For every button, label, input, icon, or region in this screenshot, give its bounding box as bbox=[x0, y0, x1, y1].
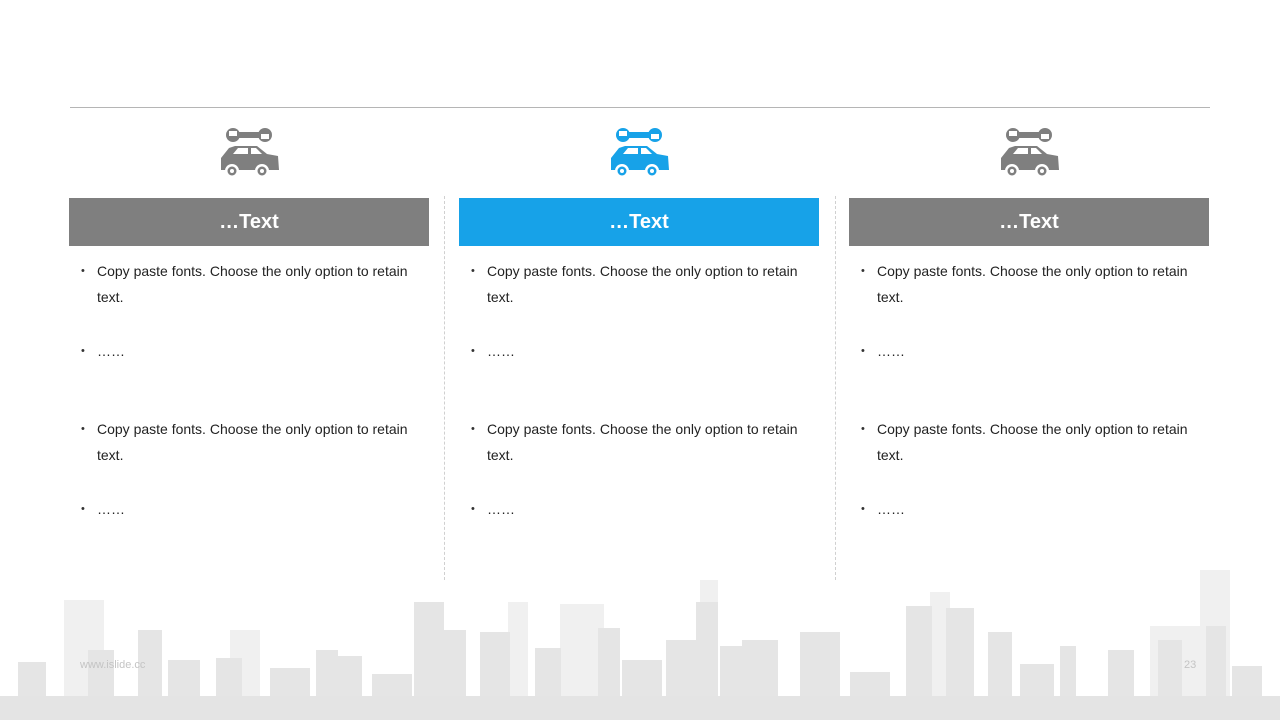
list-item: • …… bbox=[861, 338, 1201, 416]
top-divider-line bbox=[70, 107, 1210, 108]
list-item: • …… bbox=[471, 496, 811, 522]
column-header: …Text bbox=[69, 198, 429, 246]
list-item: • Copy paste fonts. Choose the only option to retain text. bbox=[81, 416, 421, 496]
dashed-divider bbox=[444, 196, 445, 580]
bullet-list bbox=[861, 258, 1201, 522]
list-item: • Copy paste fonts. Choose the only option to retain text. bbox=[471, 416, 811, 496]
page-number: 23 bbox=[1184, 659, 1197, 671]
column-header: …Text bbox=[849, 198, 1209, 246]
city-skyline-background bbox=[0, 540, 1280, 720]
list-item: • …… bbox=[861, 496, 1201, 522]
car-repair-icon bbox=[607, 126, 671, 180]
car-repair-icon bbox=[217, 126, 281, 180]
list-item: • Copy paste fonts. Choose the only option to retain text. bbox=[861, 416, 1201, 496]
bullet-list bbox=[471, 258, 811, 522]
list-item: • Copy paste fonts. Choose the only option to retain text. bbox=[861, 258, 1201, 338]
car-repair-icon bbox=[997, 126, 1061, 180]
column-2 bbox=[459, 126, 819, 586]
list-item: • Copy paste fonts. Choose the only option to retain text. bbox=[81, 258, 421, 338]
bullet-list bbox=[81, 258, 421, 522]
list-item: • …… bbox=[81, 496, 421, 522]
footer-url: www.islide.cc bbox=[80, 659, 146, 671]
column-header: …Text bbox=[459, 198, 819, 246]
dashed-divider bbox=[835, 196, 836, 580]
list-item: • Copy paste fonts. Choose the only option to retain text. bbox=[471, 258, 811, 338]
list-item: • …… bbox=[471, 338, 811, 416]
list-item: • …… bbox=[81, 338, 421, 416]
column-3 bbox=[849, 126, 1209, 586]
column-1 bbox=[69, 126, 429, 586]
